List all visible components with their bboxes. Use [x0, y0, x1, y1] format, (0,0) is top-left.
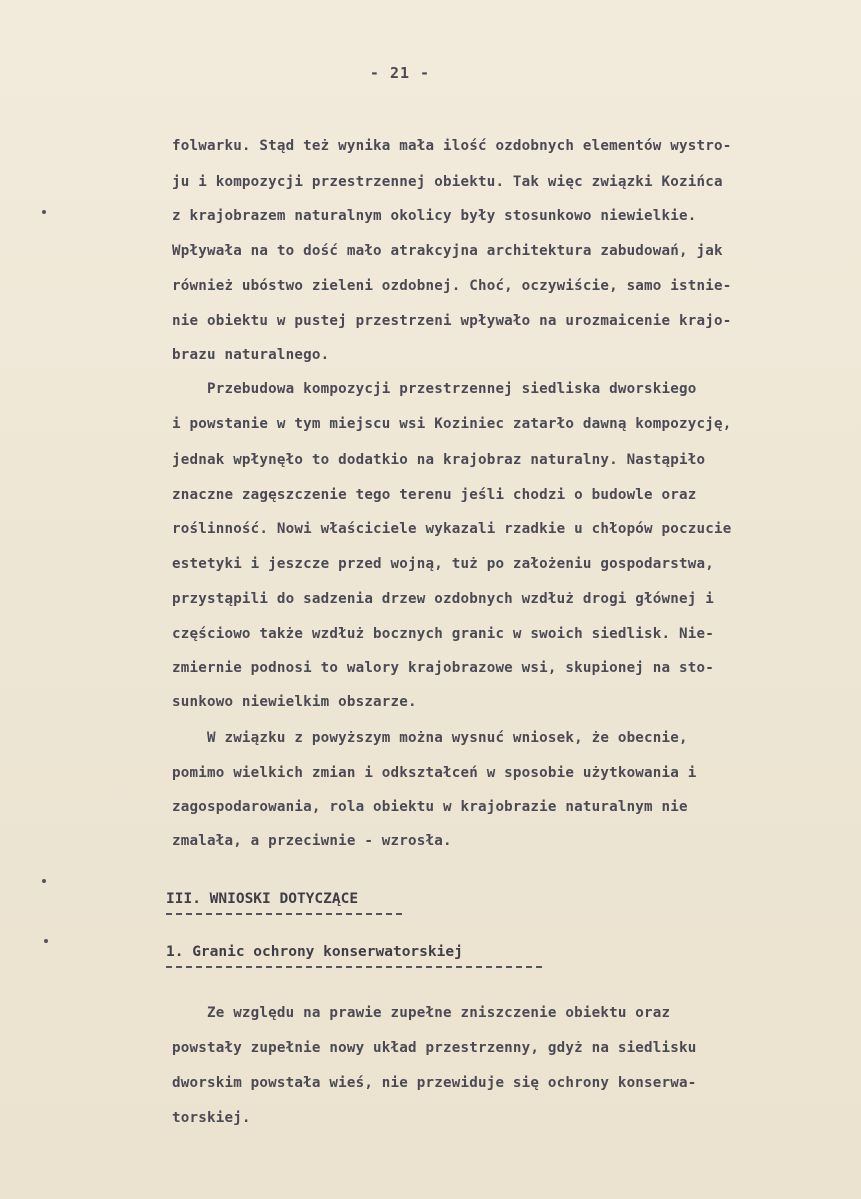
- text-line: pomimo wielkich zmian i odkształceń w sposobie użytkowania i: [172, 765, 697, 781]
- text-line: powstały zupełnie nowy układ przestrzenny, gdyż na siedlisku: [172, 1040, 697, 1056]
- margin-mark: [42, 879, 46, 883]
- text-line: roślinność. Nowi właściciele wykazali rzadkie u chłopów poczucie: [172, 521, 732, 537]
- subsection-heading: 1. Granic ochrony konserwatorskiej: [166, 944, 463, 960]
- text-line: i powstanie w tym miejscu wsi Koziniec zatarło dawną kompozycję,: [172, 416, 732, 432]
- subheading-underline: [166, 966, 542, 968]
- text-line: zagospodarowania, rola obiektu w krajobrazie naturalnym nie: [172, 799, 688, 815]
- text-line: Wpływała na to dość mało atrakcyjna architektura zabudowań, jak: [172, 243, 723, 259]
- heading-underline: [166, 913, 402, 915]
- text-line: znaczne zagęszczenie tego terenu jeśli chodzi o budowle oraz: [172, 487, 697, 503]
- text-line: dworskim powstała wieś, nie przewiduje się ochrony konserwa-: [172, 1075, 697, 1091]
- text-line: częściowo także wzdłuż bocznych granic w swoich siedlisk. Nie-: [172, 626, 714, 642]
- text-line: jednak wpłynęło to dodatkio na krajobraz naturalny. Nastąpiło: [172, 452, 706, 468]
- text-line: przystąpili do sadzenia drzew ozdobnych wzdłuż drogi głównej i: [172, 591, 714, 607]
- section-heading: III. WNIOSKI DOTYCZĄCE: [166, 891, 359, 907]
- text-line: Przebudowa kompozycji przestrzennej siedliska dworskiego: [172, 381, 697, 397]
- text-line: z krajobrazem naturalnym okolicy były stosunkowo niewielkie.: [172, 208, 697, 224]
- text-line: Ze względu na prawie zupełne zniszczenie obiektu oraz: [172, 1005, 671, 1021]
- margin-mark: [44, 939, 48, 943]
- margin-mark: [42, 210, 46, 214]
- text-line: folwarku. Stąd też wynika mała ilość ozdobnych elementów wystro-: [172, 138, 732, 154]
- text-line: estetyki i jeszcze przed wojną, tuż po założeniu gospodarstwa,: [172, 556, 714, 572]
- page-number: - 21 -: [369, 64, 431, 82]
- text-line: również ubóstwo zieleni ozdobnej. Choć, oczywiście, samo istnie-: [172, 278, 732, 294]
- text-line: nie obiektu w pustej przestrzeni wpływało na urozmaicenie krajo-: [172, 313, 732, 329]
- text-line: zmiernie podnosi to walory krajobrazowe wsi, skupionej na sto-: [172, 660, 714, 676]
- text-line: W związku z powyższym można wysnuć wniosek, że obecnie,: [172, 730, 688, 746]
- text-line: ju i kompozycji przestrzennej obiektu. Tak więc związki Kozińca: [172, 174, 723, 190]
- text-line: sunkowo niewielkim obszarze.: [172, 694, 417, 710]
- text-line: brazu naturalnego.: [172, 347, 330, 363]
- text-line: torskiej.: [172, 1110, 251, 1126]
- text-line: zmalała, a przeciwnie - wzrosła.: [172, 833, 452, 849]
